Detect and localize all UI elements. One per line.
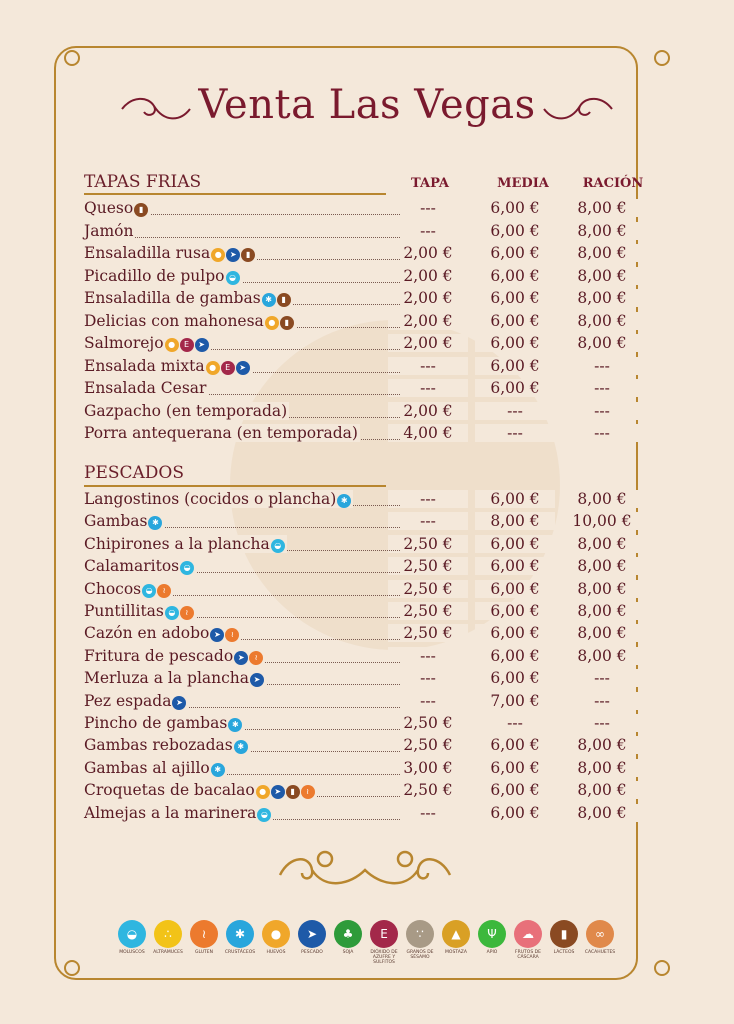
legend-label: PESCADO xyxy=(301,950,323,955)
price-media: --- xyxy=(475,402,555,420)
legend-label: CRUSTÁCEOS xyxy=(224,950,256,955)
legend-item-crustaceos xyxy=(223,920,257,955)
menu-item-name xyxy=(84,512,164,530)
price-racion: --- xyxy=(562,379,642,397)
section-divider xyxy=(84,193,386,195)
price-tapa: 2,50 € xyxy=(388,557,468,575)
column-header-racion: RACIÓN xyxy=(582,176,644,191)
crustaceos-icon: ✱ xyxy=(148,516,162,530)
huevos-icon: ● xyxy=(206,361,220,375)
price-racion: 8,00 € xyxy=(562,557,642,575)
price-racion: 8,00 € xyxy=(562,222,642,240)
lacteos-icon: ▮ xyxy=(286,785,300,799)
price-racion: --- xyxy=(562,692,642,710)
price-tapa: 2,50 € xyxy=(388,602,468,620)
menu-item-label: Ensalada mixta xyxy=(84,356,205,375)
price-racion: --- xyxy=(562,424,642,442)
pescado-icon: ➤ xyxy=(226,248,240,262)
pescado-icon: ➤ xyxy=(195,338,209,352)
menu-item-row xyxy=(84,759,644,781)
gluten-icon: ≀ xyxy=(301,785,315,799)
menu-item-row xyxy=(84,804,644,826)
menu-item-row xyxy=(84,512,644,534)
menu-item-label: Cazón en adobo xyxy=(84,624,210,643)
price-tapa: --- xyxy=(388,512,468,530)
menu-item-name xyxy=(84,267,242,285)
menu-item-label: Gazpacho (en temporada) xyxy=(84,401,288,420)
menu-item-label: Langostinos (cocidos o plancha) xyxy=(84,490,337,508)
price-racion: 8,00 € xyxy=(562,580,642,598)
apio-icon: Ψ xyxy=(478,920,506,948)
price-tapa: --- xyxy=(388,804,468,822)
menu-item-name xyxy=(84,781,317,799)
sulfitos-icon: E xyxy=(180,338,194,352)
menu-item-label: Chocos xyxy=(84,579,142,598)
menu-item-name xyxy=(84,357,252,375)
huevos-icon: ● xyxy=(256,785,270,799)
price-racion: --- xyxy=(562,669,642,687)
menu-item-row xyxy=(84,736,644,758)
menu-item-label: Porra antequerana (en temporada) xyxy=(84,424,358,442)
menu-item-label: Pincho de gambas xyxy=(84,714,228,732)
bottom-ornament xyxy=(270,845,460,895)
menu-item-label: Ensalada Cesar xyxy=(84,379,207,397)
price-tapa: 2,50 € xyxy=(388,781,468,799)
price-media: 6,00 € xyxy=(475,312,555,330)
legend-label: GRANOS DE SÉSAMO xyxy=(406,950,434,960)
allergen-legend xyxy=(115,920,625,970)
price-media: 6,00 € xyxy=(475,490,555,508)
menu-item-label: Salmorejo xyxy=(84,334,164,352)
menu-item-row xyxy=(84,580,644,602)
legend-item-soja xyxy=(331,920,365,955)
price-media: 6,00 € xyxy=(475,357,555,375)
price-tapa: 2,00 € xyxy=(388,267,468,285)
price-media: 6,00 € xyxy=(475,334,555,352)
section-divider xyxy=(84,485,386,487)
menu-item-label: Gambas rebozadas xyxy=(84,736,233,755)
soja-icon: ♣ xyxy=(334,920,362,948)
price-racion: 8,00 € xyxy=(562,244,642,262)
price-media: 6,00 € xyxy=(475,535,555,553)
price-tapa: 2,00 € xyxy=(388,312,468,330)
menu-item-label: Delicias con mahonesa xyxy=(84,311,264,330)
menu-item-name xyxy=(84,602,196,620)
price-media: --- xyxy=(475,714,555,732)
price-tapa: 2,50 € xyxy=(388,736,468,754)
moluscos-icon: ◒ xyxy=(226,271,240,285)
lacteos-icon: ▮ xyxy=(277,293,291,307)
moluscos-icon: ◒ xyxy=(257,808,271,822)
huevos-icon: ● xyxy=(165,338,179,352)
menu-item-label: Calamaritos xyxy=(84,557,180,576)
price-tapa: --- xyxy=(388,199,468,217)
price-racion: 8,00 € xyxy=(562,647,642,665)
gluten-icon: ≀ xyxy=(249,651,263,665)
legend-label: APIO xyxy=(486,950,498,955)
lacteos-icon: ▮ xyxy=(280,316,294,330)
price-tapa: 2,50 € xyxy=(388,580,468,598)
menu-item-row xyxy=(84,244,644,266)
menu-item-label: Jamón xyxy=(84,221,134,240)
price-media: 8,00 € xyxy=(475,512,555,530)
menu-item-row xyxy=(84,289,644,311)
price-racion: 8,00 € xyxy=(562,199,642,217)
price-racion: 8,00 € xyxy=(562,289,642,307)
corner-ornament xyxy=(64,50,80,66)
price-tapa: --- xyxy=(388,222,468,240)
price-racion: 8,00 € xyxy=(562,267,642,285)
menu-item-row xyxy=(84,557,644,579)
moluscos-icon: ◒ xyxy=(142,584,156,598)
price-tapa: 2,00 € xyxy=(388,244,468,262)
price-media: 6,00 € xyxy=(475,624,555,642)
menu-item-name xyxy=(84,244,257,262)
menu-item-row xyxy=(84,312,644,334)
legend-item-frutos xyxy=(511,920,545,960)
gluten-icon: ≀ xyxy=(225,628,239,642)
price-media: 6,00 € xyxy=(475,647,555,665)
menu-item-row xyxy=(84,692,644,714)
price-media: 6,00 € xyxy=(475,557,555,575)
menu-item-name xyxy=(84,535,287,553)
price-tapa: --- xyxy=(388,357,468,375)
menu-item-row xyxy=(84,222,644,244)
price-racion: 8,00 € xyxy=(562,781,642,799)
menu-item-name xyxy=(84,669,266,687)
price-tapa: 3,00 € xyxy=(388,759,468,777)
legend-item-altramuces xyxy=(151,920,185,955)
price-tapa: 2,50 € xyxy=(388,535,468,553)
gluten-icon: ≀ xyxy=(190,920,218,948)
price-media: 6,00 € xyxy=(475,222,555,240)
price-tapa: --- xyxy=(388,490,468,508)
gluten-icon: ≀ xyxy=(157,584,171,598)
price-media: 6,00 € xyxy=(475,781,555,799)
price-media: 6,00 € xyxy=(475,736,555,754)
menu-item-label: Croquetas de bacalao xyxy=(84,781,255,800)
column-header-tapa: TAPA xyxy=(411,176,449,191)
legend-item-apio xyxy=(475,920,509,955)
moluscos-icon: ◒ xyxy=(180,561,194,575)
menu-item-label: Picadillo de pulpo xyxy=(84,266,225,285)
menu-item-label: Ensaladilla de gambas xyxy=(84,289,261,307)
menu-item-label: Gambas xyxy=(84,512,148,531)
legend-item-sulfitos xyxy=(367,920,401,965)
legend-label: MOSTAZA xyxy=(445,950,467,955)
price-racion: --- xyxy=(562,357,642,375)
legend-item-huevos xyxy=(259,920,293,955)
menu-item-row xyxy=(84,624,644,646)
price-media: 7,00 € xyxy=(475,692,555,710)
menu-item-name xyxy=(84,334,211,352)
price-media: 6,00 € xyxy=(475,759,555,777)
menu-item-name xyxy=(84,736,250,754)
menu-item-name xyxy=(84,624,241,642)
menu-item-name xyxy=(84,379,208,397)
menu-item-row xyxy=(84,714,644,736)
menu-item-row xyxy=(84,781,644,803)
legend-label: DIÓXIDO DE AZUFRE Y SULFITOS xyxy=(370,950,398,965)
crustaceos-icon: ✱ xyxy=(228,718,242,732)
price-media: 6,00 € xyxy=(475,804,555,822)
corner-ornament xyxy=(654,960,670,976)
crustaceos-icon: ✱ xyxy=(337,494,351,508)
menu-item-row xyxy=(84,379,644,401)
moluscos-icon: ◒ xyxy=(118,920,146,948)
menu-item-name xyxy=(84,289,293,307)
price-media: 6,00 € xyxy=(475,602,555,620)
moluscos-icon: ◒ xyxy=(165,606,179,620)
legend-item-pescado xyxy=(295,920,329,955)
sulfitos-icon: E xyxy=(370,920,398,948)
menu-item-row xyxy=(84,402,644,424)
frutos-icon: ☁ xyxy=(514,920,542,948)
crustaceos-icon: ✱ xyxy=(262,293,276,307)
menu-item-row xyxy=(84,669,644,691)
huevos-icon: ● xyxy=(265,316,279,330)
legend-item-sesamo xyxy=(403,920,437,960)
pescado-icon: ➤ xyxy=(271,785,285,799)
price-media: 6,00 € xyxy=(475,289,555,307)
title-flourish-right xyxy=(540,94,616,130)
menu-item-label: Gambas al ajillo xyxy=(84,758,210,777)
price-tapa: --- xyxy=(388,379,468,397)
menu-item-row xyxy=(84,267,644,289)
menu-item-row xyxy=(84,424,644,446)
price-tapa: --- xyxy=(388,669,468,687)
menu-item-row xyxy=(84,357,644,379)
crustaceos-icon: ✱ xyxy=(226,920,254,948)
pescado-icon: ➤ xyxy=(298,920,326,948)
price-racion: 8,00 € xyxy=(562,759,642,777)
menu-item-row xyxy=(84,647,644,669)
menu-item-name xyxy=(84,804,273,822)
cacahuetes-icon: ∞ xyxy=(586,920,614,948)
legend-item-gluten xyxy=(187,920,221,955)
pescado-icon: ➤ xyxy=(250,673,264,687)
menu-item-name xyxy=(84,312,296,330)
legend-item-moluscos xyxy=(115,920,149,955)
price-media: 6,00 € xyxy=(475,267,555,285)
legend-label: HUEVOS xyxy=(266,950,286,955)
legend-label: LÁCTEOS xyxy=(553,950,575,955)
legend-item-cacahuetes xyxy=(583,920,617,955)
menu-item-label: Almejas a la marinera xyxy=(84,803,257,822)
menu-item-name xyxy=(84,222,135,240)
column-header-media: MEDIA xyxy=(497,176,549,191)
pescado-icon: ➤ xyxy=(210,628,224,642)
menu-item-label: Fritura de pescado xyxy=(84,646,234,665)
legend-label: GLUTEN xyxy=(194,950,214,955)
price-racion: 8,00 € xyxy=(562,535,642,553)
pescado-icon: ➤ xyxy=(234,651,248,665)
menu-item-name xyxy=(84,647,265,665)
price-racion: 8,00 € xyxy=(562,624,642,642)
legend-label: MOLUSCOS xyxy=(119,950,145,955)
menu-item-row xyxy=(84,490,644,512)
menu-item-name xyxy=(84,424,360,442)
gluten-icon: ≀ xyxy=(180,606,194,620)
price-tapa: --- xyxy=(388,647,468,665)
menu-item-name xyxy=(84,402,289,420)
price-racion: 10,00 € xyxy=(562,512,642,530)
price-racion: 8,00 € xyxy=(562,334,642,352)
price-racion: 8,00 € xyxy=(562,312,642,330)
price-media: 6,00 € xyxy=(475,379,555,397)
sesamo-icon: ∵ xyxy=(406,920,434,948)
legend-label: SOJA xyxy=(342,950,354,955)
menu-item-name xyxy=(84,557,196,575)
menu-item-name xyxy=(84,580,173,598)
menu-item-row xyxy=(84,535,644,557)
price-media: 6,00 € xyxy=(475,580,555,598)
menu-item-label: Queso xyxy=(84,199,134,217)
price-media: 6,00 € xyxy=(475,669,555,687)
section-heading-tapas-frias: TAPAS FRIAS xyxy=(84,172,202,192)
menu-item-row xyxy=(84,199,644,221)
price-media: 6,00 € xyxy=(475,199,555,217)
menu-item-row xyxy=(84,602,644,624)
menu-item-name xyxy=(84,490,353,508)
legend-label: FRUTOS DE CÁSCARA xyxy=(515,950,541,960)
price-media: 6,00 € xyxy=(475,244,555,262)
price-racion: --- xyxy=(562,714,642,732)
price-tapa: 2,00 € xyxy=(388,334,468,352)
price-racion: 8,00 € xyxy=(562,602,642,620)
moluscos-icon: ◒ xyxy=(271,539,285,553)
menu-item-name xyxy=(84,692,188,710)
lacteos-icon: ▮ xyxy=(134,203,148,217)
price-tapa: 2,50 € xyxy=(388,714,468,732)
huevos-icon: ● xyxy=(211,248,225,262)
crustaceos-icon: ✱ xyxy=(211,763,225,777)
menu-item-label: Chipirones a la plancha xyxy=(84,534,270,553)
menu-item-label: Merluza a la plancha xyxy=(84,669,250,688)
corner-ornament xyxy=(64,960,80,976)
menu-item-name xyxy=(84,759,227,777)
legend-label: ALTRAMUCES xyxy=(153,950,183,955)
menu-item-label: Pez espada xyxy=(84,691,172,710)
corner-ornament xyxy=(654,50,670,66)
price-media: --- xyxy=(475,424,555,442)
price-racion: 8,00 € xyxy=(562,490,642,508)
menu-item-row xyxy=(84,334,644,356)
menu-item-label: Ensaladilla rusa xyxy=(84,244,211,262)
price-tapa: --- xyxy=(388,692,468,710)
crustaceos-icon: ✱ xyxy=(234,740,248,754)
price-racion: --- xyxy=(562,402,642,420)
menu-item-name xyxy=(84,199,150,217)
section-heading-pescados: PESCADOS xyxy=(84,463,184,483)
price-tapa: 2,50 € xyxy=(388,624,468,642)
menu-item-name xyxy=(84,714,244,732)
price-tapa: 2,00 € xyxy=(388,289,468,307)
mostaza-icon: ▲ xyxy=(442,920,470,948)
lacteos-icon: ▮ xyxy=(241,248,255,262)
price-tapa: 4,00 € xyxy=(388,424,468,442)
price-racion: 8,00 € xyxy=(562,804,642,822)
price-tapa: 2,00 € xyxy=(388,402,468,420)
pescado-icon: ➤ xyxy=(236,361,250,375)
lacteos-icon: ▮ xyxy=(550,920,578,948)
altramuces-icon: ∴ xyxy=(154,920,182,948)
sulfitos-icon: E xyxy=(221,361,235,375)
legend-item-mostaza xyxy=(439,920,473,955)
restaurant-title: Venta Las Vegas xyxy=(198,82,536,128)
legend-label: CACAHUETES xyxy=(584,950,616,955)
legend-item-lacteos xyxy=(547,920,581,955)
huevos-icon: ● xyxy=(262,920,290,948)
price-racion: 8,00 € xyxy=(562,736,642,754)
pescado-icon: ➤ xyxy=(172,696,186,710)
menu-item-label: Puntillitas xyxy=(84,602,164,620)
